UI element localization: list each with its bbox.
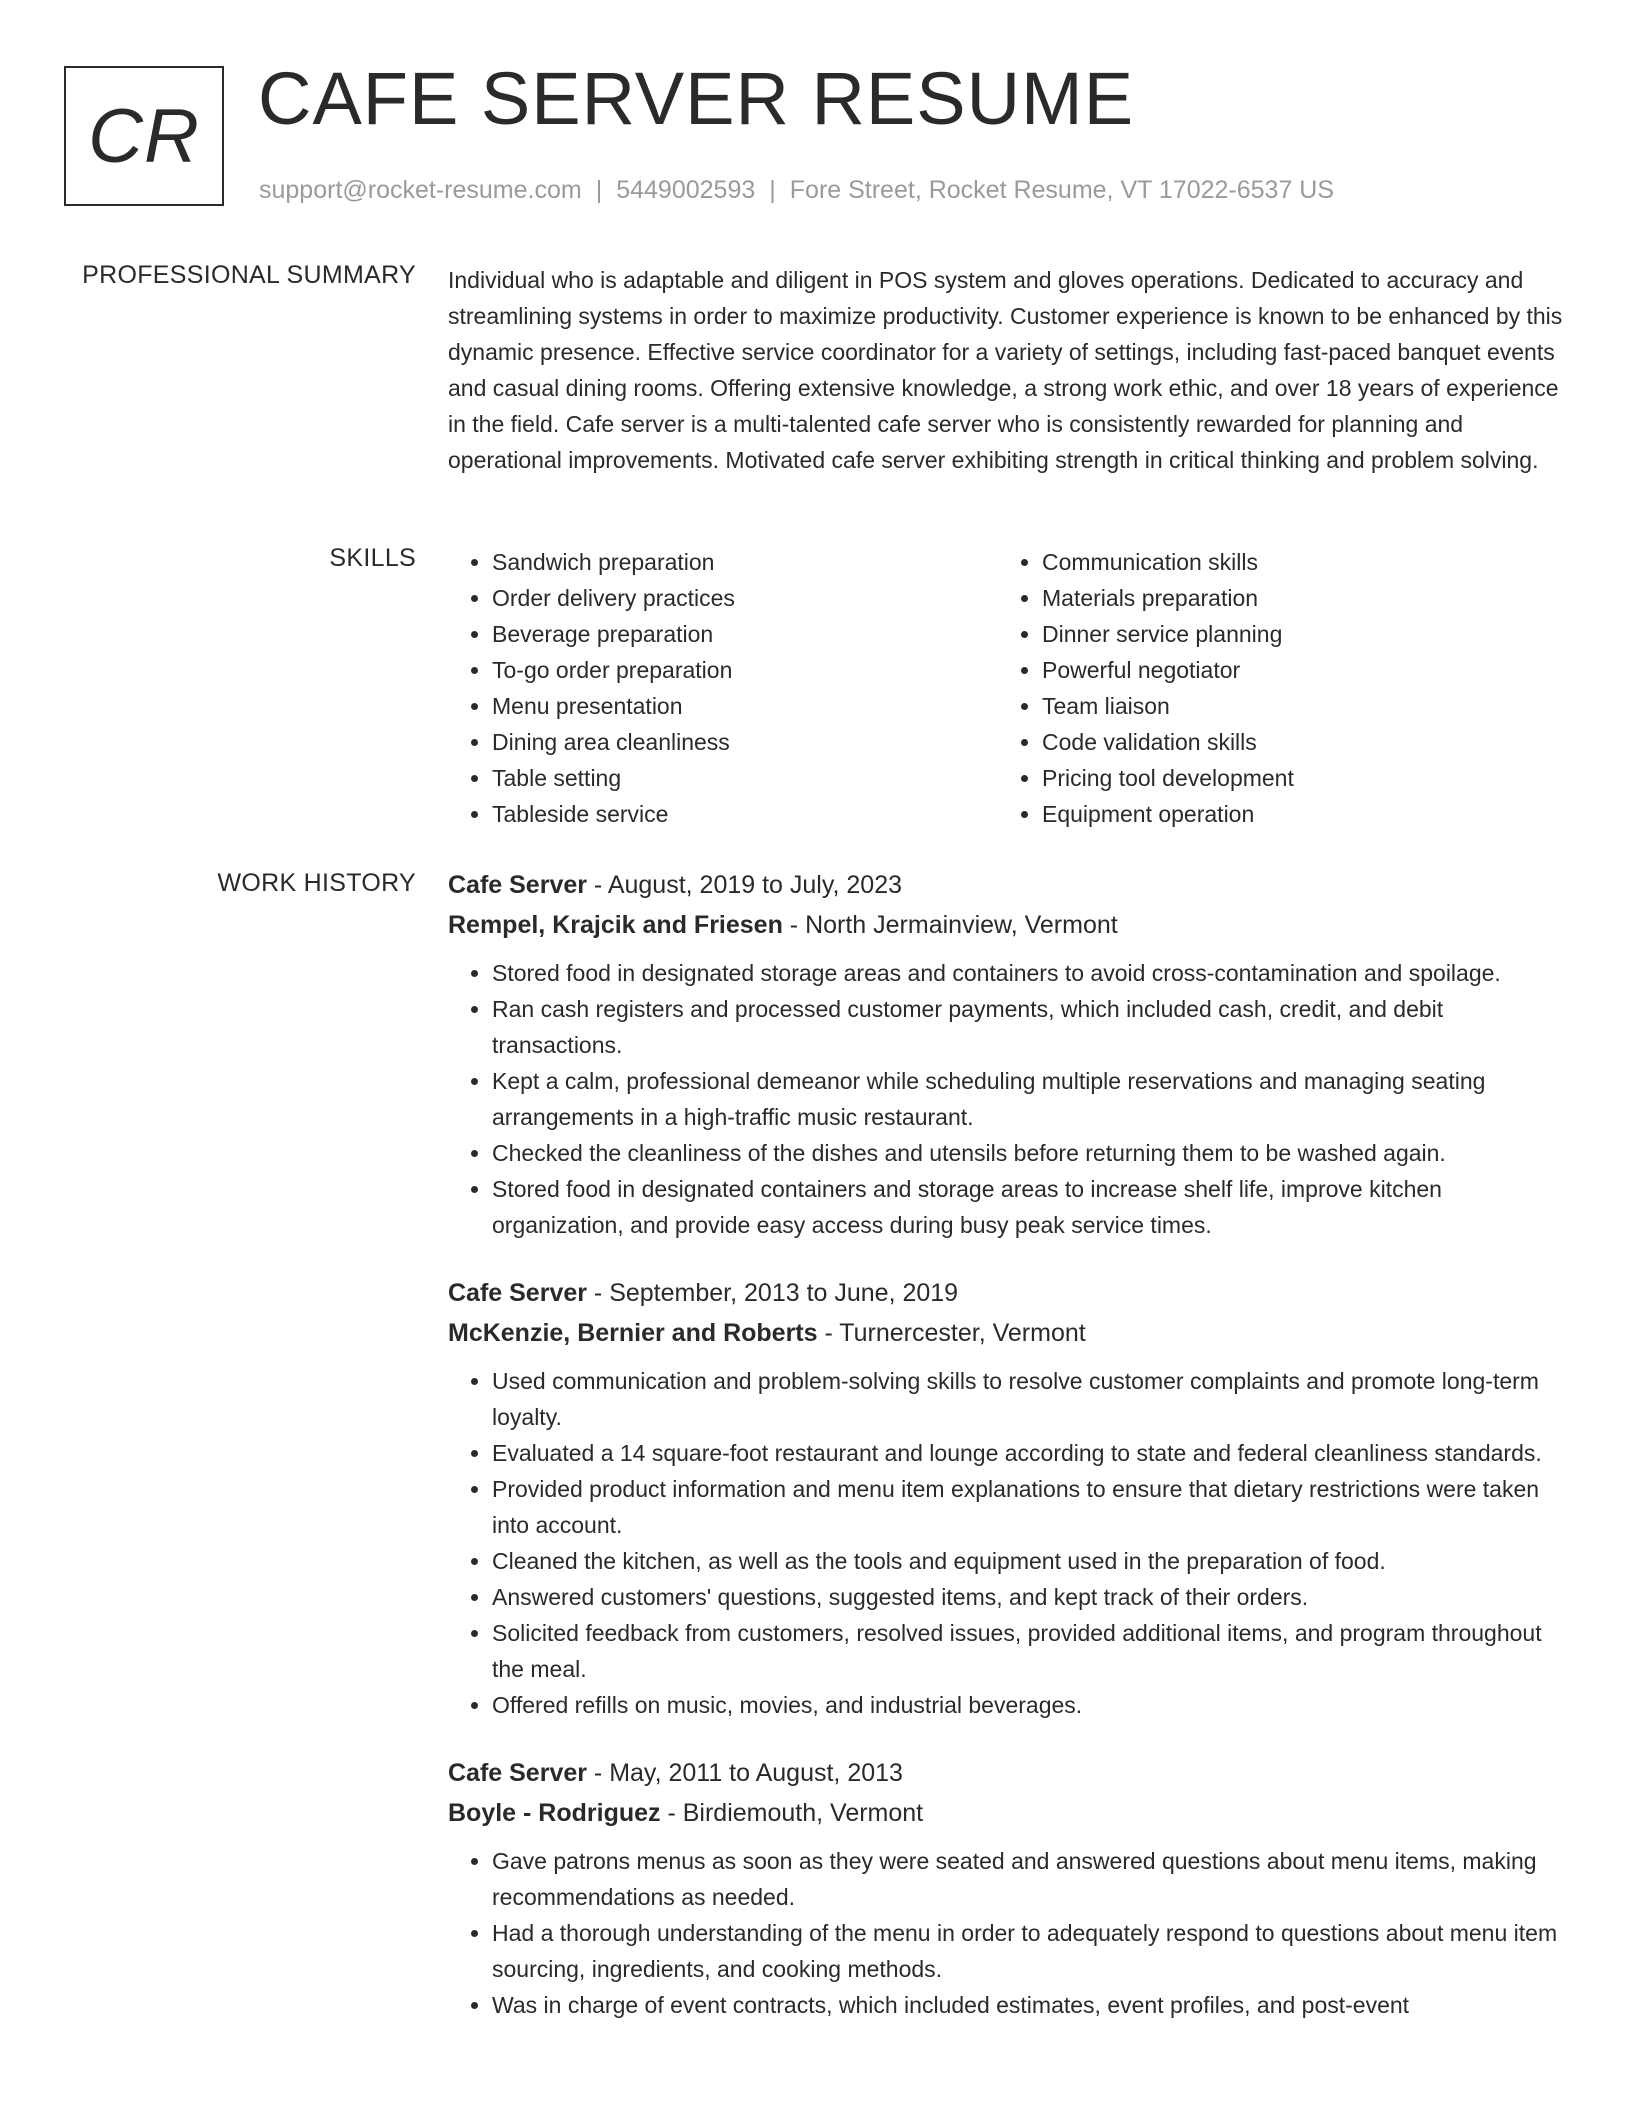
skill-item: • Order delivery practices <box>492 580 998 616</box>
job-company-line <box>448 1313 1568 1353</box>
job-bullet: • Offered refills on music, movies, and industrial beverages. <box>492 1687 1568 1723</box>
job-title: Cafe Server <box>448 871 587 899</box>
monogram: CR <box>64 66 224 206</box>
summary-text: Individual who is adaptable and diligent in POS system and gloves operations. Dedicated to accuracy and streamlining systems in order to maximize productivity. Customer experience is known to be enhanced by this dynamic presence. Effective service coordinator for a variety of settings, including fast-paced banquet events and casual dining rooms. Offering extensive knowledge, a strong work ethic, and over 18 years of experience in the field. Cafe server is a multi-talented cafe server who is consistently rewarded for planning and operational improvements. Motivated cafe server exhibiting strength in critical thinking and problem solving. <box>448 267 1563 473</box>
section-label-summary: PROFESSIONAL SUMMARY <box>82 261 416 289</box>
job-company-line <box>448 1793 1568 1833</box>
job-bullet: • Stored food in designated storage areas and containers to avoid cross-contamination and spoilage. <box>492 955 1568 991</box>
job-bullet: • Provided product information and menu item explanations to ensure that dietary restrictions were taken into account. <box>492 1471 1568 1543</box>
job-location: Turnercester, Vermont <box>839 1319 1086 1347</box>
job-entry <box>448 1753 1568 2023</box>
work-history-body <box>448 865 1568 2053</box>
skill-item: • Equipment operation <box>1042 796 1548 832</box>
contact-line <box>259 176 1334 205</box>
dash-separator: - <box>586 1279 610 1307</box>
job-company: Rempel, Krajcik and Friesen <box>448 911 783 939</box>
job-dates: September, 2013 to June, 2019 <box>609 1279 959 1307</box>
section-label-skills: SKILLS <box>329 544 416 572</box>
resume-title: CAFE SERVER RESUME <box>258 57 1135 140</box>
job-bullet-list <box>448 955 1568 1243</box>
job-bullet: • Solicited feedback from customers, resolved issues, provided additional items, and program throughout the meal. <box>492 1615 1568 1687</box>
job-bullet: • Stored food in designated containers and storage areas to increase shelf life, improve kitchen organization, and provide easy access during busy peak service times. <box>492 1171 1568 1243</box>
contact-phone[interactable]: 5449002593 <box>616 176 756 204</box>
job-entry <box>448 865 1568 1243</box>
contact-separator: | <box>769 176 776 204</box>
job-title-line <box>448 865 1568 905</box>
job-bullet: • Was in charge of event contracts, which included estimates, event profiles, and post-event <box>492 1987 1568 2023</box>
skills-list-right <box>998 544 1548 832</box>
section-label-work-history: WORK HISTORY <box>217 869 416 897</box>
contact-address: Fore Street, Rocket Resume, VT 17022-6537 US <box>789 176 1335 204</box>
job-entry <box>448 1273 1568 1723</box>
skill-item: • Code validation skills <box>1042 724 1548 760</box>
skill-item: • Tableside service <box>492 796 998 832</box>
job-bullet: • Checked the cleanliness of the dishes and utensils before returning them to be washed again. <box>492 1135 1568 1171</box>
skill-item: • Menu presentation <box>492 688 998 724</box>
contact-separator: | <box>595 176 603 204</box>
skill-item: • Materials preparation <box>1042 580 1548 616</box>
skill-item: • Dining area cleanliness <box>492 724 998 760</box>
skill-item: • To-go order preparation <box>492 652 998 688</box>
skill-item: • Powerful negotiator <box>1042 652 1548 688</box>
job-bullet: • Answered customers' questions, suggested items, and kept track of their orders. <box>492 1579 1568 1615</box>
contact-email[interactable]: support@rocket-resume.com <box>259 176 582 204</box>
job-bullet: • Used communication and problem-solving skills to resolve customer complaints and promote long-term loyalty. <box>492 1363 1568 1435</box>
dash-separator: - <box>586 1759 610 1787</box>
job-bullet: • Evaluated a 14 square-foot restaurant and lounge according to state and federal cleanliness standards. <box>492 1435 1568 1471</box>
job-bullet: • Gave patrons menus as soon as they were seated and answered questions about menu items, making recommendations as needed. <box>492 1843 1568 1915</box>
skill-item: • Pricing tool development <box>1042 760 1548 796</box>
job-dates: May, 2011 to August, 2013 <box>609 1759 903 1787</box>
job-location: Birdiemouth, Vermont <box>682 1799 924 1827</box>
job-bullet-list <box>448 1363 1568 1723</box>
skill-item: • Table setting <box>492 760 998 796</box>
job-company: Boyle - Rodriguez <box>448 1799 661 1827</box>
dash-separator: - <box>817 1319 840 1347</box>
skill-item: • Sandwich preparation <box>492 544 998 580</box>
skill-item: • Team liaison <box>1042 688 1548 724</box>
skill-item: • Dinner service planning <box>1042 616 1548 652</box>
skill-item: • Beverage preparation <box>492 616 998 652</box>
skills-body <box>448 544 1568 832</box>
job-bullet-list <box>448 1843 1568 2023</box>
job-bullet: • Ran cash registers and processed customer payments, which included cash, credit, and debit transactions. <box>492 991 1568 1063</box>
job-title: Cafe Server <box>448 1279 587 1307</box>
summary-body <box>448 262 1568 478</box>
job-dates: August, 2019 to July, 2023 <box>607 871 903 899</box>
dash-separator: - <box>782 911 806 939</box>
job-bullet: • Cleaned the kitchen, as well as the tools and equipment used in the preparation of food. <box>492 1543 1568 1579</box>
dash-separator: - <box>586 871 608 899</box>
skills-grid <box>448 544 1568 832</box>
skill-item: • Communication skills <box>1042 544 1548 580</box>
skills-list-left <box>448 544 998 832</box>
job-bullet: • Kept a calm, professional demeanor while scheduling multiple reservations and managing seating arrangements in a high-traffic music restaurant. <box>492 1063 1568 1135</box>
job-location: North Jermainview, Vermont <box>805 911 1118 939</box>
job-company-line <box>448 905 1568 945</box>
job-bullet: • Had a thorough understanding of the menu in order to adequately respond to questions about menu item sourcing, ingredients, and cooking methods. <box>492 1915 1568 1987</box>
job-title: Cafe Server <box>448 1759 587 1787</box>
dash-separator: - <box>660 1799 683 1827</box>
job-title-line <box>448 1273 1568 1313</box>
job-company: McKenzie, Bernier and Roberts <box>448 1319 818 1347</box>
job-title-line <box>448 1753 1568 1793</box>
